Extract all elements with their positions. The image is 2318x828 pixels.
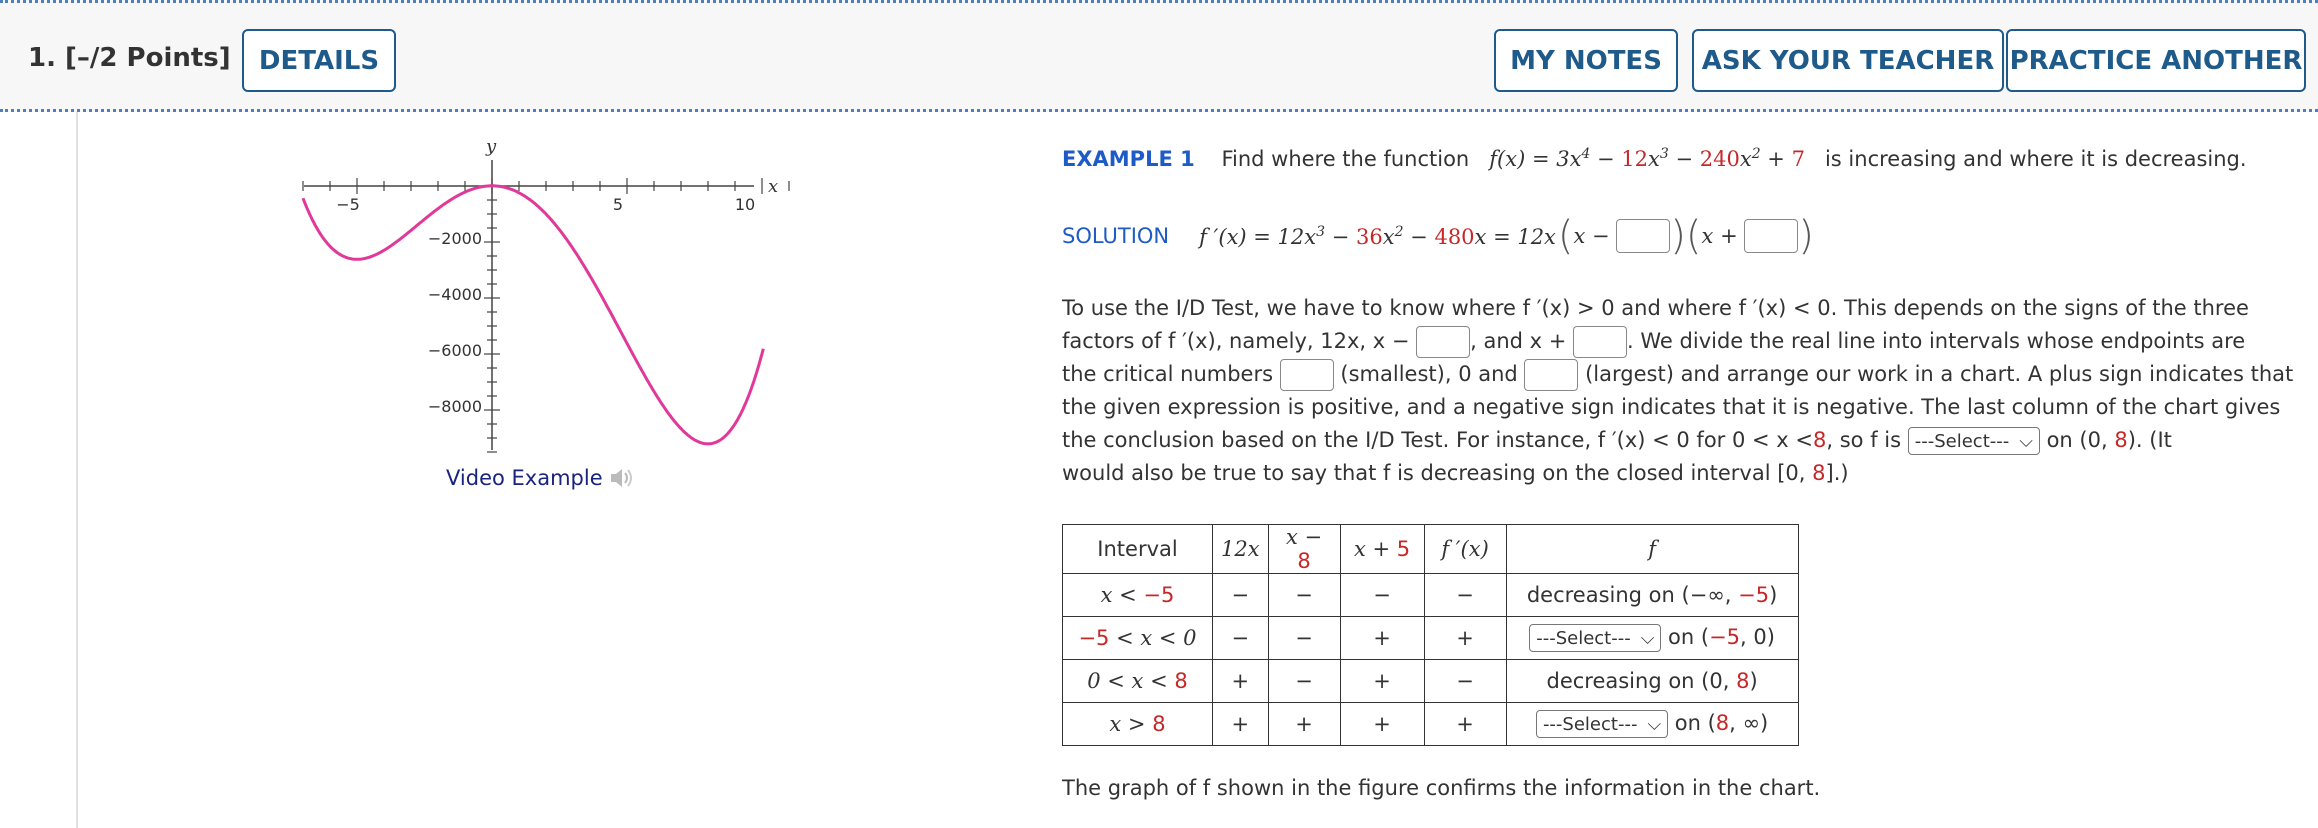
sign-cell: − [1268, 660, 1340, 703]
para-line: the given expression is positive, and a negative sign indicates that it is negative. The last column of the chart gives [1062, 395, 2281, 419]
sign-cell: − [1268, 617, 1340, 660]
table-header: f [1506, 525, 1798, 574]
solution-line: SOLUTION f $'(x) = 12x^3 - 36x^2 - 480x = 12x$ ( x − )( x + ) [1062, 213, 1814, 259]
factor-box-1[interactable] [1416, 326, 1470, 358]
footer-text: The graph of f shown in the figure confirms the information in the chart. [1062, 776, 1821, 800]
graph-svg [290, 130, 810, 470]
select-dropdown[interactable]: ---Select--- ⌵ [1529, 624, 1661, 652]
interval-cell: 0 < x < 8 [1063, 660, 1213, 703]
para-line: would also be true to say that f is decreasing on the closed interval [0, 8].) [1062, 461, 1849, 485]
details-button[interactable]: DETAILS [242, 29, 396, 92]
select-dropdown[interactable]: ---Select--- ⌵ [1536, 710, 1668, 738]
x-tick-label: −5 [336, 195, 360, 214]
sign-cell: + [1424, 703, 1506, 746]
function-graph [290, 130, 810, 470]
example-outro: is increasing and where it is decreasing. [1824, 147, 2247, 171]
practice-another-button[interactable]: PRACTICE ANOTHER [2006, 29, 2306, 92]
root1-answer-box[interactable] [1616, 219, 1670, 253]
table-row [1063, 574, 1799, 617]
smallest-critical-box[interactable] [1280, 359, 1334, 391]
question-header [0, 0, 2318, 112]
y-tick-label: −6000 [427, 341, 482, 360]
y-axis-label: y [486, 136, 497, 157]
interval-cell: −5 < x < 0 [1063, 617, 1213, 660]
table-row [1063, 617, 1799, 660]
chevron-down-icon: ⌵ [1640, 627, 1655, 649]
x-tick-label: 5 [612, 195, 624, 214]
table-header: Interval [1063, 525, 1213, 574]
ask-your-teacher-button[interactable]: ASK YOUR TEACHER [1692, 29, 2004, 92]
conclusion-cell: decreasing on (0, 8) [1506, 660, 1798, 703]
example-intro: Find where the function [1221, 147, 1470, 171]
derivative-expression: f $'(x) = 12x^3 - 36x^2 - 480x = 12x$ [1199, 223, 1556, 249]
sign-cell: − [1213, 574, 1269, 617]
my-notes-button[interactable]: MY NOTES [1494, 29, 1678, 92]
explanation-paragraph [1062, 292, 2302, 490]
para-line: factors of f ′(x), namely, 12x, x − , and x + . We divide the real line into intervals whose endpoints are [1062, 325, 2302, 358]
y-tick-label: −2000 [427, 229, 482, 248]
sign-cell: + [1424, 617, 1506, 660]
question-points-label: 1. [–/2 Points] [28, 43, 231, 73]
function-curve [303, 186, 763, 444]
root2-answer-box[interactable] [1744, 219, 1798, 253]
sign-cell: + [1268, 703, 1340, 746]
speaker-icon [607, 464, 635, 492]
table-header-row [1063, 525, 1799, 574]
sign-cell: + [1340, 660, 1424, 703]
table-row [1063, 703, 1799, 746]
sign-cell: + [1340, 703, 1424, 746]
example-title: EXAMPLE 1 [1062, 147, 1195, 171]
chevron-down-icon: ⌵ [2019, 430, 2033, 452]
example-statement [1062, 146, 2302, 180]
table-header: 12x [1213, 525, 1269, 574]
video-example-link[interactable] [446, 464, 635, 492]
conclusion-cell: ---Select--- ⌵ on (−5, 0) [1506, 617, 1798, 660]
table-header: x + 5 [1340, 525, 1424, 574]
sign-cell: − [1340, 574, 1424, 617]
id-test-table [1062, 524, 1799, 746]
largest-critical-box[interactable] [1524, 359, 1578, 391]
x-tick-label: 10 [734, 195, 756, 214]
para-line: the critical numbers (smallest), 0 and (largest) and arrange our work in a chart. A plus sign indicates that [1062, 358, 2302, 391]
para-line: the conclusion based on the I/D Test. For instance, f ′(x) < 0 for 0 < x <8, so f is ---Select--- ⌵ on (0, 8). (It [1062, 424, 2302, 457]
sign-cell: + [1213, 703, 1269, 746]
y-tick-label: −4000 [427, 285, 482, 304]
left-divider [76, 112, 78, 828]
conclusion-cell: decreasing on (−∞, −5) [1506, 574, 1798, 617]
factor-box-2[interactable] [1573, 326, 1627, 358]
chevron-down-icon: ⌵ [1647, 713, 1662, 735]
sign-cell: − [1213, 617, 1269, 660]
table-row [1063, 660, 1799, 703]
interval-cell: x > 8 [1063, 703, 1213, 746]
table-header: f ′(x) [1424, 525, 1506, 574]
interval-cell: x < −5 [1063, 574, 1213, 617]
example-content [1062, 146, 2302, 490]
conclusion-cell: ---Select--- ⌵ on (8, ∞) [1506, 703, 1798, 746]
sign-cell: − [1424, 660, 1506, 703]
function-expression: $f(x) = 3x^4 - 12x^3 - 240x^2 + 7$ [1489, 146, 1805, 171]
factor2-label: x + [1701, 224, 1738, 248]
sign-cell: + [1213, 660, 1269, 703]
para-line: To use the I/D Test, we have to know where f ′(x) > 0 and where f ′(x) < 0. This depends on the signs of the three [1062, 296, 2249, 320]
solution-label: SOLUTION [1062, 224, 1170, 248]
x-axis-label: x [768, 176, 779, 197]
video-example-label: Video Example [446, 466, 603, 490]
sign-cell: − [1268, 574, 1340, 617]
sign-cell: − [1424, 574, 1506, 617]
table-header: x − 8 [1268, 525, 1340, 574]
select-dropdown[interactable]: ---Select--- ⌵ [1908, 427, 2040, 455]
sign-cell: + [1340, 617, 1424, 660]
factor1-label: x − [1573, 224, 1610, 248]
y-tick-label: −8000 [427, 397, 482, 416]
